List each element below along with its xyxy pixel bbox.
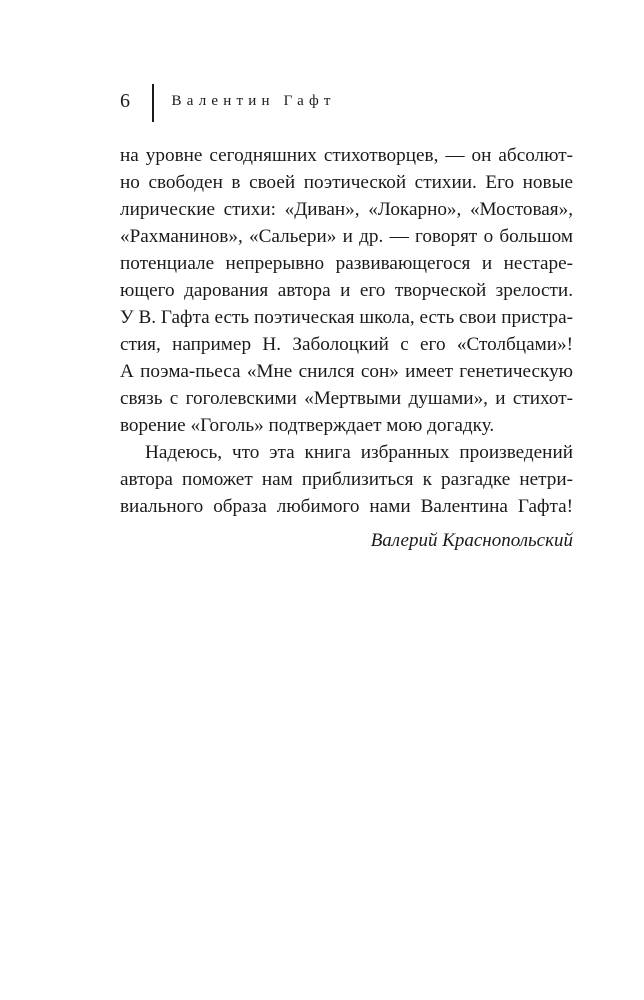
text-line: автора поможет нам приблизиться к разгадке нетри- bbox=[120, 469, 573, 490]
signature: Валерий Краснопольский bbox=[370, 530, 573, 551]
running-head-author: Валентин Гафт bbox=[171, 93, 336, 109]
text-line: У В. Гафта есть поэтическая школа, есть свои пристра- bbox=[120, 307, 573, 328]
running-head bbox=[120, 88, 336, 124]
text-line: виального образа любимого нами Валентина Гафта! bbox=[120, 496, 573, 517]
text-line: потенциале непрерывно развивающегося и нестаре- bbox=[120, 253, 573, 274]
text-line: стия, например Н. Заболоцкий с его «Столбцами»! bbox=[120, 334, 573, 355]
body-text bbox=[120, 142, 573, 554]
text-line: А поэма-пьеса «Мне снился сон» имеет генетическую bbox=[120, 361, 573, 382]
text-line: Надеюсь, что эта книга избранных произведений bbox=[145, 442, 573, 463]
text-line: связь с гоголевскими «Мертвыми душами», и стихот- bbox=[120, 388, 573, 409]
text-line: ющего дарования автора и его творческой зрелости. bbox=[120, 280, 573, 301]
text-line: ворение «Гоголь» подтверждает мою догадку. bbox=[120, 415, 495, 436]
header-divider bbox=[152, 84, 154, 122]
page-number: 6 bbox=[120, 90, 130, 112]
text-line: «Рахманинов», «Сальери» и др. — говорят о большом bbox=[120, 226, 573, 247]
text-line: на уровне сегодняшних стихотворцев, — он абсолют- bbox=[120, 145, 573, 166]
text-line: лирические стихи: «Диван», «Локарно», «Мостовая», bbox=[120, 199, 573, 220]
text-line: но свободен в своей поэтической стихии. Его новые bbox=[120, 172, 573, 193]
